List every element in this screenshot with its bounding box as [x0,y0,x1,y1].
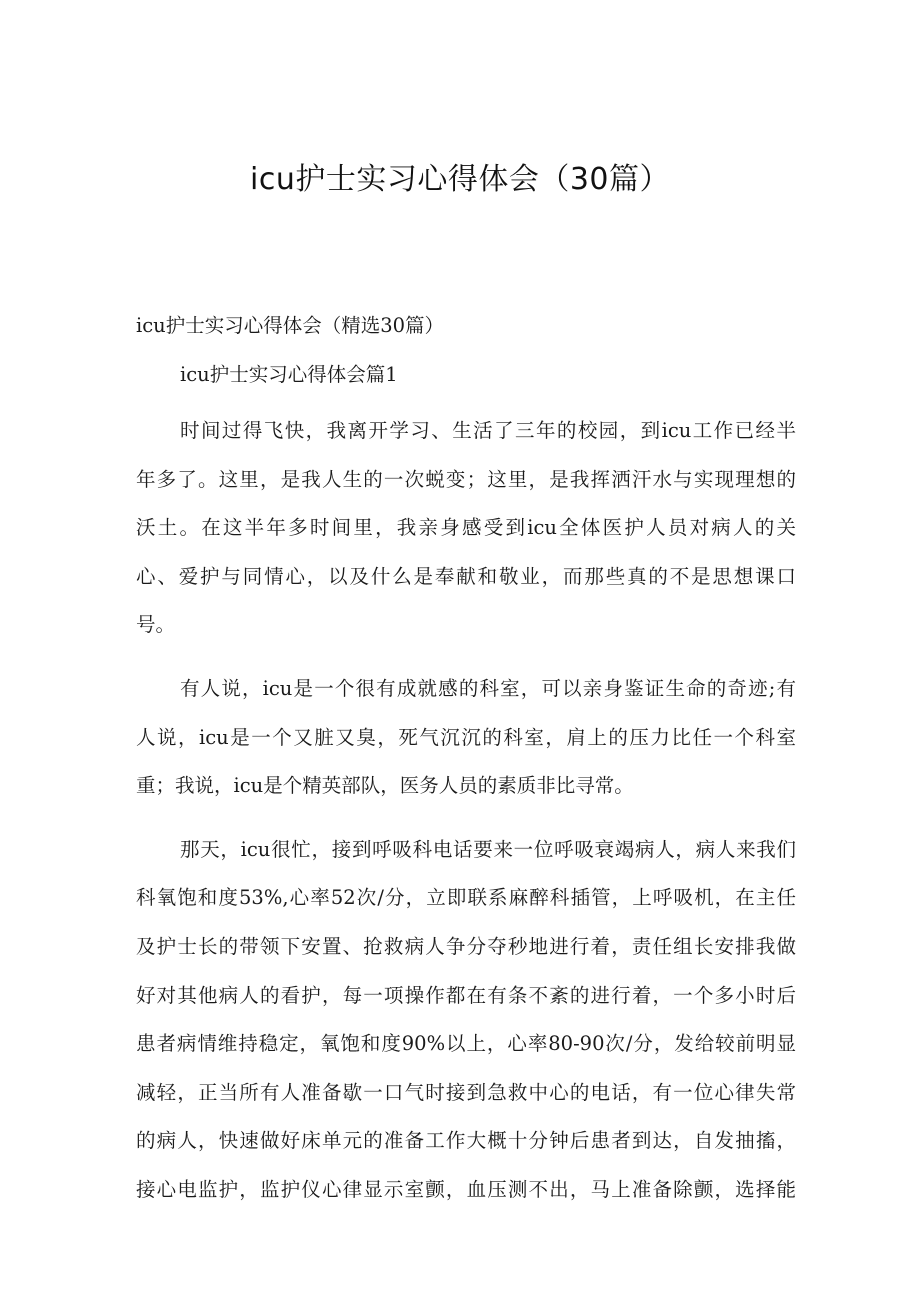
paragraph-line: 科氧饱和度53%,心率52次/分，立即联系麻醉科插管，上呼吸机，在主任 [136,886,796,910]
paragraph-line: 及护士长的带领下安置、抢救病人争分夺秒地进行着，责任组长安排我做 [136,934,796,958]
paragraph-line: 心、爱护与同情心，以及什么是奉献和敬业，而那些真的不是思想课口 [136,564,796,588]
paragraph-line: 年多了。这里，是我人生的一次蜕变；这里，是我挥洒汗水与实现理想的 [136,467,796,491]
section-heading: icu护士实习心得体会篇1 [180,363,398,386]
paragraph-line: 号。 [136,613,176,637]
paragraph-line: 沃土。在这半年多时间里，我亲身感受到icu全体医护人员对病人的关 [136,516,796,540]
paragraph-1 [136,407,796,650]
paragraph-line: 人说，icu是一个又脏又臭，死气沉沉的科室，肩上的压力比任一个科室 [136,725,796,749]
paragraph-line: 好对其他病人的看护，每一项操作都在有条不紊的进行着，一个多小时后 [136,983,796,1007]
document-subtitle: icu护士实习心得体会（精选30篇） [136,314,445,337]
paragraph-2 [136,665,796,811]
paragraph-line: 的病人，快速做好床单元的准备工作大概十分钟后患者到达，自发抽搐， [136,1129,796,1153]
paragraph-line: 重；我说，icu是个精英部队，医务人员的素质非比寻常。 [136,774,634,798]
document-body [136,309,796,1215]
paragraph-line: 患者病情维持稳定，氧饱和度90%以上，心率80-90次/分，发给较前明显 [136,1032,796,1056]
paragraph-line: 减轻，正当所有人准备歇一口气时接到急救中心的电话，有一位心律失常 [136,1080,796,1104]
paragraph-line: 有人说，icu是一个很有成就感的科室，可以亲身鉴证生命的奇迹;有 [180,676,796,700]
document-title: icu护士实习心得体会（30篇） [249,162,671,197]
paragraph-line: 那天，icu很忙，接到呼吸科电话要来一位呼吸衰竭病人，病人来我们 [180,837,796,861]
paragraph-3 [136,826,796,1215]
paragraph-line: 接心电监护，监护仪心律显示室颤，血压测不出，马上准备除颤，选择能 [136,1177,796,1201]
paragraph-line: 时间过得飞快，我离开学习、生活了三年的校园，到icu工作已经半 [180,419,796,442]
